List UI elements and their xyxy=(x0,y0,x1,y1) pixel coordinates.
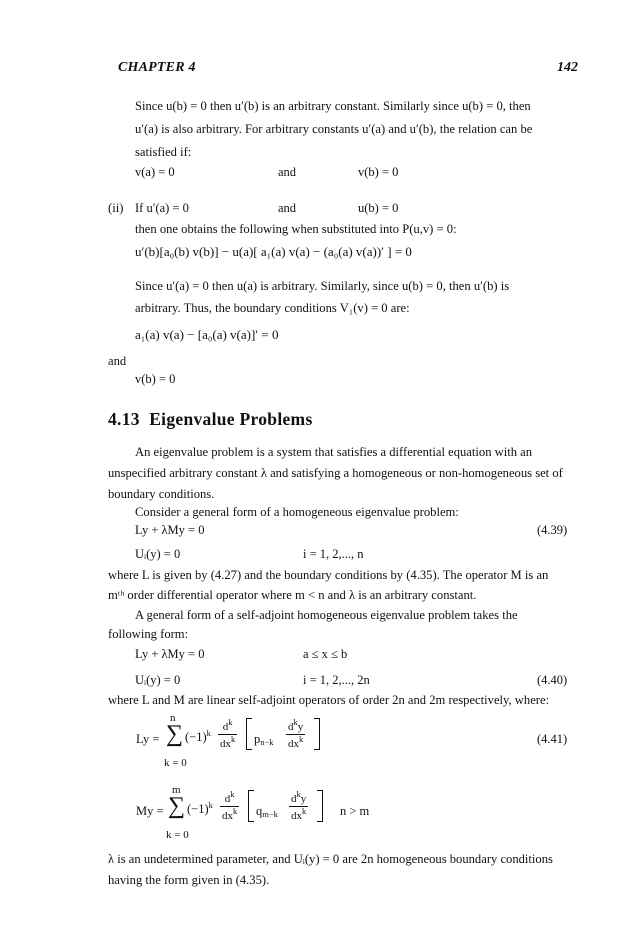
section-number: 4.13 xyxy=(108,409,140,429)
equation: u(b) = 0 xyxy=(358,201,399,215)
text-line: λ is an undetermined parameter, and Uᵢ(y) = 0 are 2n homogeneous boundary conditions xyxy=(108,852,553,866)
equation: v(a) = 0 xyxy=(135,165,175,179)
text-line: where L is given by (4.27) and the boundary conditions by (4.35). The operator M is an xyxy=(108,568,549,582)
connector-text: and xyxy=(278,165,297,179)
equation-number: (4.40) xyxy=(537,673,568,687)
equation: Uᵢ(y) = 0 xyxy=(135,547,181,561)
condition: n > m xyxy=(340,804,370,818)
text-line: A general form of a self-adjoint homogeneous eigenvalue problem takes the xyxy=(135,608,518,622)
text-line: where L and M are linear self-adjoint operators of order 2n and 2m respectively, where: xyxy=(108,693,550,707)
text-line: satisfied if: xyxy=(135,145,192,159)
text-line: then one obtains the following when substituted into P(u,v) = 0: xyxy=(135,222,457,236)
equation-number: (4.41) xyxy=(537,732,568,746)
text-line: having the form given in (4.35). xyxy=(108,873,270,887)
equation: a ≤ x ≤ b xyxy=(303,647,348,661)
equation: v(b) = 0 xyxy=(135,372,176,386)
text-line: following form: xyxy=(108,627,189,641)
equation-number: (4.39) xyxy=(537,523,568,537)
page-number: 142 xyxy=(557,60,578,75)
equation: i = 1, 2,..., n xyxy=(303,547,364,561)
connector-text: and xyxy=(278,201,297,215)
connector-text: and xyxy=(108,354,127,368)
text-line: Since u(b) = 0 then u′(b) is an arbitrary constant. Similarly since u(b) = 0, then xyxy=(135,99,531,113)
equation: Ly + λMy = 0 xyxy=(135,647,205,661)
equation-main: u′(b)[a₀(b) v(b)] − u(a)[ a₁(a) v(a) − (a₀(a) v(a))′ ] = 0 xyxy=(135,244,412,259)
equation: Ly + λMy = 0 xyxy=(135,523,205,537)
equation: v(b) = 0 xyxy=(358,165,399,179)
text-line: mᵗʰ order differential operator where m < n and λ is an arbitrary constant. xyxy=(108,588,477,602)
text-line: u′(a) is also arbitrary. For arbitrary constants u′(a) and u′(b), the relation can be xyxy=(135,122,533,136)
chapter-heading: CHAPTER 4 xyxy=(118,60,196,75)
section-heading xyxy=(108,409,313,430)
equation-my: m My = ∑ $(-1)^k$ $d^k$ $dx^k$ $q_{m-k}$ $d^ky$ $dx^k$ n > m k = 0 xyxy=(136,784,370,841)
case-label: (ii) xyxy=(108,201,124,215)
text-line: Consider a general form of a homogeneous eigenvalue problem: xyxy=(135,505,459,519)
text-line: boundary conditions. xyxy=(108,487,215,501)
section-title: Eigenvalue Problems xyxy=(149,409,313,429)
text-line: Since u′(a) = 0 then u(a) is arbitrary. Similarly, since u(b) = 0, then u′(b) is xyxy=(135,279,510,293)
equation: Uᵢ(y) = 0 xyxy=(135,673,181,687)
equation: i = 1, 2,..., 2n xyxy=(303,673,370,687)
text-line: An eigenvalue problem is a system that satisfies a differential equation with an xyxy=(135,445,533,459)
text-line: unspecified arbitrary constant λ and satisfying a homogeneous or non-homogeneous set of xyxy=(108,466,563,480)
text-line: arbitrary. Thus, the boundary conditions V₁(v) = 0 are: xyxy=(135,301,410,315)
equation-ly: n Ly = ∑ $(-1)^k$ $d^k$ $dx^k$ $p_{n-k}$ $d^ky$ $dx^k$ k = 0 xyxy=(136,712,336,772)
equation: If u′(a) = 0 xyxy=(135,201,189,215)
equation-boundary: a₁(a) v(a) − [a₀(a) v(a)]′ = 0 xyxy=(135,327,279,342)
